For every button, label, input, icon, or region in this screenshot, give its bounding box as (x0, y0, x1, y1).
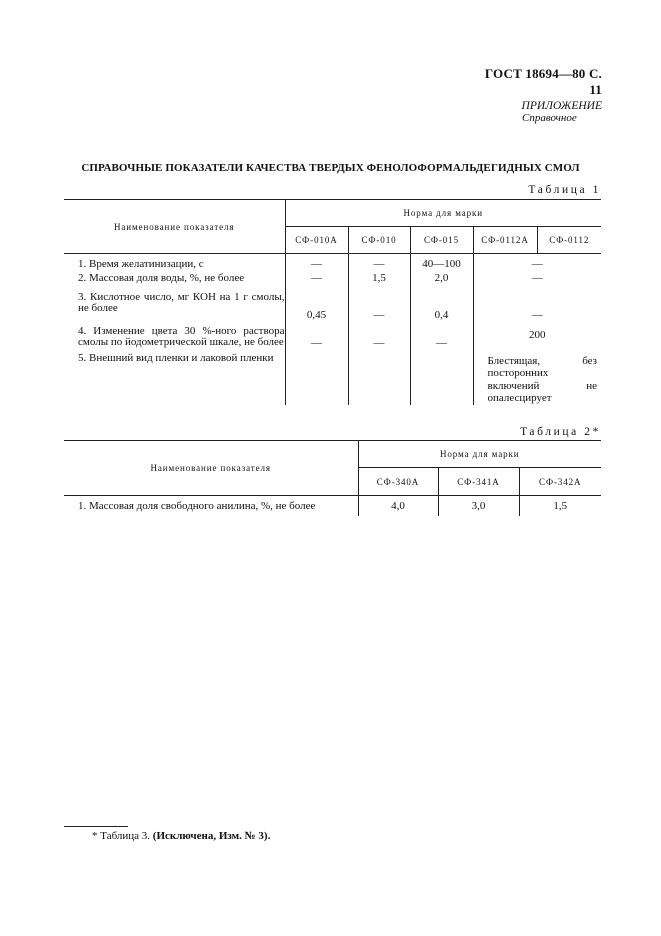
table2-group-header: Норма для марки (358, 441, 601, 468)
table2-cell: 1,5 (519, 496, 601, 516)
table2-brand-header: СФ-341А (438, 468, 519, 496)
table1-cell: — (285, 254, 348, 273)
footnote-bold: (Исключена, Изм. № 3). (152, 830, 271, 842)
table1-cell: — (348, 322, 410, 350)
table1-cell (285, 350, 348, 405)
table1-cell: 0,45 (285, 292, 348, 322)
document-title: СПРАВОЧНЫЕ ПОКАЗАТЕЛИ КАЧЕСТВА ТВЕРДЫХ ФЕНОЛОФОРМАЛЬДЕГИДНЫХ СМОЛ (81, 162, 580, 174)
appendix-label (470, 100, 602, 124)
table1-cell: 0,4 (410, 292, 473, 322)
page-header: ГОСТ 18694—80 С. 11 (484, 66, 602, 97)
table1-cell (348, 350, 410, 405)
table1-cell: 2,0 (410, 273, 473, 292)
table1-brand-header: СФ-015 (410, 227, 473, 254)
table1-merged-cell: Блестящая, без посторонних включений не опалесцирует (473, 350, 601, 405)
table1-group-header: Норма для марки (285, 200, 601, 227)
table1-cell: 1,5 (348, 273, 410, 292)
table1-brand-header: СФ-010А (285, 227, 348, 254)
table2-caption: Таблица 2* (520, 426, 601, 438)
table2-brand-header: СФ-340А (358, 468, 438, 496)
table1-merged-cell: — (473, 273, 601, 292)
appendix-subtitle: Справочное (522, 112, 577, 124)
table1-row-name: 1. Время желатинизации, с (78, 258, 204, 270)
table1-merged-cell: — (473, 292, 601, 322)
table1-cell: 40—100 (410, 254, 473, 273)
table1-brand-header: СФ-010 (348, 227, 410, 254)
table2-cell: 4,0 (358, 496, 438, 516)
table-2 (64, 440, 601, 516)
table1-row-name: 4. Изменение цвета 30 %-ного раствора смолы по йодометрической шкале, не более (78, 324, 285, 348)
table1-merged-cell: 200 (473, 322, 601, 350)
table2-brand-header: СФ-342А (519, 468, 601, 496)
appendix-title: ПРИЛОЖЕНИЕ (521, 100, 602, 112)
table-1 (64, 199, 601, 405)
table1-cell: — (410, 322, 473, 350)
table1-name-header: Наименование показателя (64, 200, 285, 254)
table1-brand-header: СФ-0112 (537, 227, 601, 254)
table1-cell (410, 350, 473, 405)
table1-row-name: 3. Кислотное число, мг КОН на 1 г смолы, не более (78, 290, 285, 314)
table1-row-name: 5. Внешний вид пленки и лаковой пленки (78, 351, 274, 364)
table1-cell: — (348, 254, 410, 273)
table1-merged-cell: — (473, 254, 601, 273)
footnote-divider (64, 826, 128, 827)
table1-row-name: 2. Массовая доля воды, %, не более (78, 271, 245, 284)
footnote (92, 830, 270, 842)
table1-cell: — (285, 322, 348, 350)
table2-name-header: Наименование показателя (64, 441, 358, 496)
table2-row-name: 1. Массовая доля свободного анилина, %, не более (78, 500, 316, 512)
table1-cell: — (285, 273, 348, 292)
table1-caption: Таблица 1 (528, 184, 601, 196)
footnote-prefix: * Таблица 3. (92, 830, 153, 842)
table1-brand-header: СФ-0112А (473, 227, 537, 254)
table2-cell: 3,0 (438, 496, 519, 516)
table1-cell: — (348, 292, 410, 322)
